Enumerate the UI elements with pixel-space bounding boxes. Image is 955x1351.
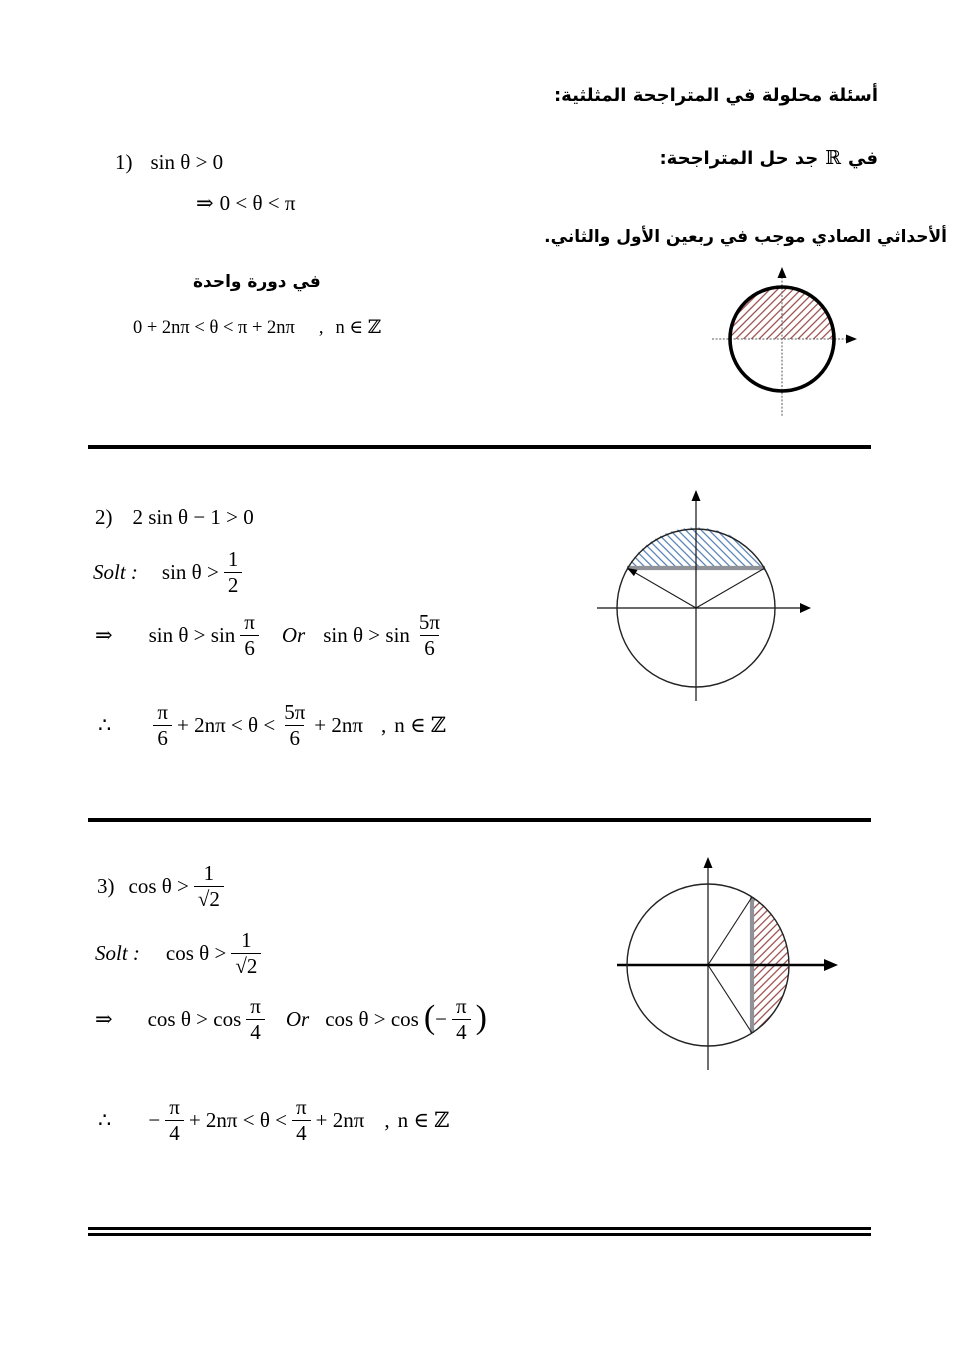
fraction-pi-over-4: $\frac{\pi}{4}$ <box>452 995 471 1042</box>
section-divider-3-bottom <box>88 1233 871 1236</box>
y-axis-arrow-icon <box>692 490 701 501</box>
fraction-pi-over-4: $\frac{\pi}{4}$ <box>292 1096 311 1143</box>
therefore-symbol: ∴ <box>98 712 112 737</box>
section-divider-2 <box>88 818 871 822</box>
section-divider-3-top <box>88 1227 871 1230</box>
problem3-conclusion-line <box>98 1094 449 1146</box>
problem1-cycle-note: في دورة واحدة <box>193 272 321 292</box>
comma: , <box>381 712 387 737</box>
problem2-number: 2) <box>95 505 113 529</box>
minus-sign: − <box>435 1006 448 1031</box>
n-in-integers: n ∈ ℤ <box>394 712 447 737</box>
fraction-pi-over-4: $\frac{\pi}{4}$ <box>165 1096 184 1143</box>
real-numbers-symbol: ℝ <box>825 147 841 169</box>
problem3-conclusion-mid: + 2nπ < θ < <box>188 1107 288 1132</box>
problem1-general-solution <box>133 317 381 339</box>
problem1-general-interval: 0 + 2nπ < θ < π + 2nπ <box>133 317 295 338</box>
problem3-cmp2: cos θ > cos <box>325 1006 419 1031</box>
section-divider-1 <box>88 445 871 449</box>
minus-sign: − <box>148 1107 161 1132</box>
radius-line-45deg <box>708 897 752 965</box>
problem3-comparison-line <box>95 993 487 1045</box>
problem2-comparison-line <box>95 609 449 661</box>
fraction-pi-over-4: $\frac{\pi}{4}$ <box>246 995 265 1042</box>
fraction-one-half: $\frac{1}{2}$ <box>224 548 243 595</box>
problem3-solution-line <box>95 927 266 979</box>
x-axis-arrow-icon <box>846 335 857 344</box>
n-in-integers: n ∈ ℤ <box>397 1107 450 1132</box>
unit-circle-diagram-1 <box>698 264 870 422</box>
y-axis-arrow-icon <box>778 267 787 278</box>
problem1-note: ألأحداثي الصادي موجب في ربعين الأول والثاني. <box>544 227 947 247</box>
right-paren: ) <box>475 999 487 1036</box>
comma: , <box>318 317 324 338</box>
fraction-5pi-over-6: $\frac{5\pi}{6}$ <box>284 700 306 750</box>
subtitle-word-fi: في <box>848 148 878 169</box>
subtitle <box>659 147 878 169</box>
problem2-conclusion-mid: + 2nπ < θ < <box>176 712 276 737</box>
radius-line-150deg <box>627 568 696 608</box>
problem3-statement-line <box>97 860 229 912</box>
problem3-conclusion-tail: + 2nπ <box>315 1107 365 1132</box>
problem2-step1-lhs: sin θ > <box>161 559 219 584</box>
problem1-statement: sin θ > 0 <box>150 150 224 174</box>
implies-symbol: ⇒ <box>95 622 113 647</box>
page-title: أسئلة محلولة في المتراجحة المثلثية: <box>553 85 878 106</box>
problem2-statement-line <box>95 505 254 530</box>
problem3-step1-lhs: cos θ > <box>165 940 227 965</box>
problem3-statement-lhs: cos θ > <box>128 873 189 898</box>
problem2-cmp2: sin θ > sin <box>323 622 410 647</box>
problem2-statement: 2 sin θ − 1 > 0 <box>132 505 254 529</box>
or-label: Or <box>281 622 306 647</box>
solution-label: Solt : <box>95 940 140 965</box>
implies-symbol: ⇒ <box>95 1006 113 1031</box>
problem2-conclusion-line <box>98 699 446 751</box>
problem2-solution-line <box>93 546 247 598</box>
problem1-implication-line <box>196 191 295 216</box>
unit-circle-diagram-2 <box>588 483 828 715</box>
problem3-number: 3) <box>97 873 115 898</box>
fraction-one-over-sqrt2: $\frac{1}{√2}$ <box>231 929 261 976</box>
problem3-cmp1: cos θ > cos <box>147 1006 242 1031</box>
x-axis-arrow-icon <box>824 959 838 971</box>
implies-symbol: ⇒ <box>196 191 214 215</box>
problem1-range: 0 < θ < π <box>219 191 296 215</box>
problem2-cmp1: sin θ > sin <box>148 622 236 647</box>
solution-label: Solt : <box>93 559 138 584</box>
fraction-one-over-sqrt2: $\frac{1}{√2}$ <box>194 862 224 909</box>
n-in-integers: n ∈ ℤ <box>335 318 382 338</box>
radius-line-30deg <box>696 568 765 608</box>
problem1-statement-line <box>115 150 223 175</box>
y-axis-arrow-icon <box>704 857 713 868</box>
problem1-number: 1) <box>115 150 133 174</box>
problem2-conclusion-tail: + 2nπ <box>314 712 363 737</box>
therefore-symbol: ∴ <box>98 1107 112 1132</box>
fraction-pi-over-6: $\frac{\pi}{6}$ <box>240 611 259 658</box>
x-axis-arrow-icon <box>800 603 811 613</box>
radius-line-minus45deg <box>708 965 752 1033</box>
unit-circle-diagram-3 <box>608 848 866 1082</box>
fraction-5pi-over-6: $\frac{5\pi}{6}$ <box>418 610 441 660</box>
comma: , <box>384 1107 390 1132</box>
fraction-pi-over-6: $\frac{\pi}{6}$ <box>153 701 172 748</box>
subtitle-rest: جد حل المتراجحة: <box>659 148 819 169</box>
or-label: Or <box>285 1006 310 1031</box>
left-paren: ( <box>423 999 436 1036</box>
